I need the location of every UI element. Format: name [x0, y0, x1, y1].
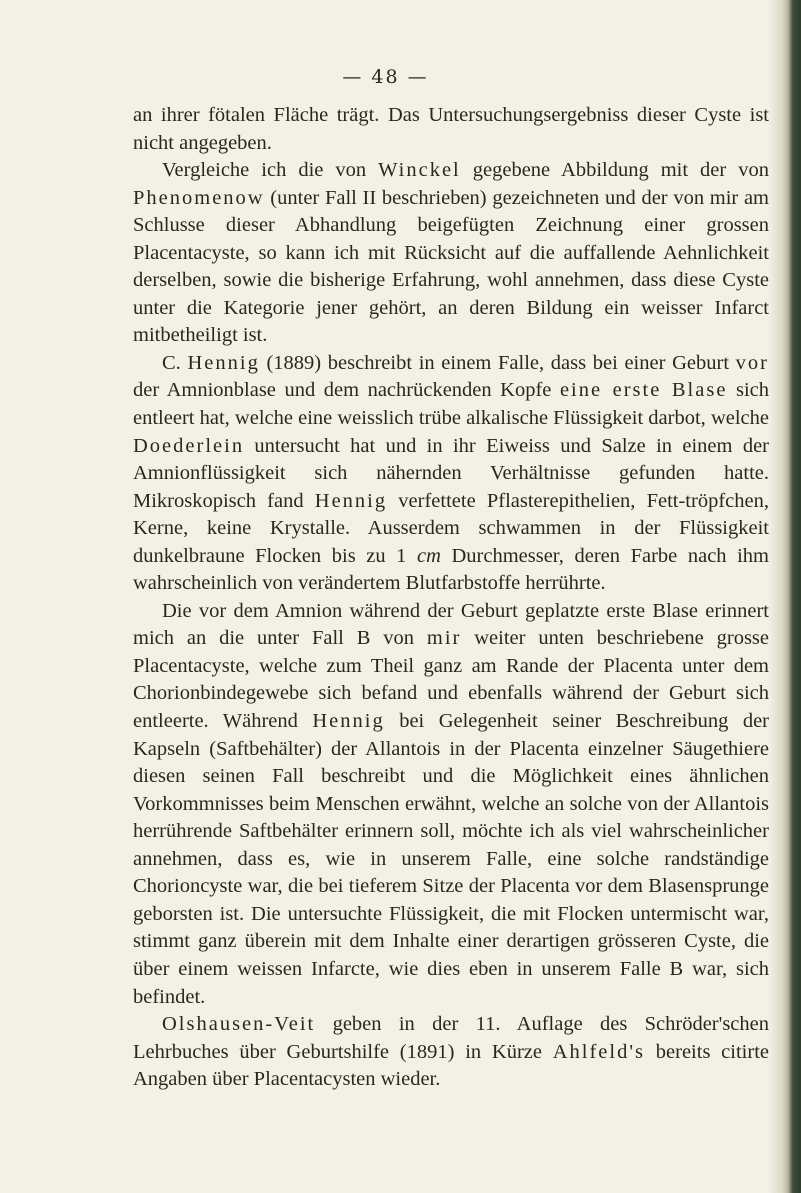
- author-name: Hennig: [312, 710, 385, 733]
- italic-unit: cm: [417, 544, 441, 567]
- author-name: Doederlein: [133, 434, 245, 457]
- book-page-edge: [781, 0, 801, 1193]
- paragraph-5: [133, 1011, 769, 1094]
- text-run: bei Gelegenheit seiner Beschreibung der Kapseln (Saftbehälter) der Allantois in der Placenta einzelner Säugethiere diesen seinen Fall beschreibt und die Möglichkeit eines ähnlichen Vorkommnisses beim Menschen erwähnt, welche an solche von der Allantois herrührende Saftbehälter erinnern soll, möchte ich als viel wahrscheinlicher annehmen, dass es, wie in unserem Falle, eine solche randständige Chorioncyste war, die bei tieferem Sitze der Placenta vor dem Blasensprunge geborsten ist. Die untersuchte Flüssigkeit, die mit Flocken untermischt war, stimmt ganz überein mit dem Inhalte einer derartigen grösseren Cyste, die über einem weissen Infarcte, wie dies eben in unserem Falle B war, sich befindet.: [133, 710, 769, 1008]
- author-name: eine erste Blase: [559, 379, 728, 402]
- text-run: weiter unten beschriebene grosse Placentacyste, welche zum Theil ganz am Rande der Placenta unter dem Chorionbindegewebe sich befand und ebenfalls während der Geburt sich entleerte. Während: [133, 627, 769, 733]
- text-run: C.: [162, 351, 188, 374]
- text-run: Die vor dem Amnion während der Geburt geplatzte erste Blase erinnert mich an die unter Fall B von: [133, 599, 769, 650]
- text-run: verfettete Pflasterepithelien, Fett-tröpfchen, Kerne, keine Krystalle. Ausserdem schwammen in der Flüssigkeit dunkelbraune Flocken bis zu 1: [133, 489, 769, 567]
- page-shadow: [769, 0, 781, 1193]
- text-run: Durchmesser, deren Farbe nach ihm wahrscheinlich von verändertem Blutfarbstoffe herrührte.: [133, 544, 770, 595]
- page-number: — 48 —: [342, 66, 429, 88]
- author-name: Hennig: [314, 489, 388, 512]
- text-run: sich entleert hat, welche eine weisslich trübe alkalische Flüssigkeit darbot, welche: [133, 379, 769, 430]
- text-run: geben in der 11. Auflage des Schröder'schen Lehrbuches über Geburtshilfe (1891) in Kürze: [133, 1013, 769, 1063]
- text-run: (unter Fall II beschrieben) gezeichneten und der von mir am Schlusse dieser Abhandlung beigefügten Zeichnung einer grossen Placentacyste, so kann ich mit Rücksicht auf die auffallende Aehnlichkeit derselben, sowie die bisherige Erfahrung, wohl annehmen, dass diese Cyste unter die Kategorie jener gehört, an deren Bildung ein weisser Infarct mitbetheiligt ist.: [133, 186, 769, 347]
- text-run: bereits citirte Angaben über Placentacysten wieder.: [133, 1040, 769, 1091]
- text-run: untersucht hat und in ihr Eiweiss und Salze in einem der Amnionflüssigkeit sich nähernden Verhältnisse gefunden hatte. Mikroskopisch fand: [133, 434, 769, 512]
- paragraph-1: [133, 102, 769, 157]
- text-run: gegebene Abbildung mit der von: [460, 159, 769, 182]
- text-run: Vergleiche ich die von: [162, 159, 379, 182]
- text-run: (1889) beschreibt in einem Falle, dass bei einer Geburt: [259, 351, 736, 374]
- author-name: vor: [735, 351, 769, 374]
- body-text: [133, 102, 769, 1094]
- author-name: Olshausen-Veit: [162, 1013, 316, 1036]
- paragraph-3: [133, 350, 769, 598]
- text-run: der Amnionblase und dem nachrückenden Kopfe: [133, 379, 560, 402]
- author-name: Winckel: [378, 159, 461, 182]
- author-name: mir: [426, 627, 462, 650]
- author-name: Ahlfeld's: [552, 1040, 646, 1063]
- author-name: Hennig: [187, 351, 260, 374]
- author-name: Phenomenow: [133, 186, 265, 209]
- paragraph-2: [133, 157, 769, 350]
- text-run: an ihrer fötalen Fläche trägt. Das Untersuchungsergebniss dieser Cyste ist nicht angegeben.: [133, 104, 769, 154]
- paragraph-4: [133, 598, 769, 1011]
